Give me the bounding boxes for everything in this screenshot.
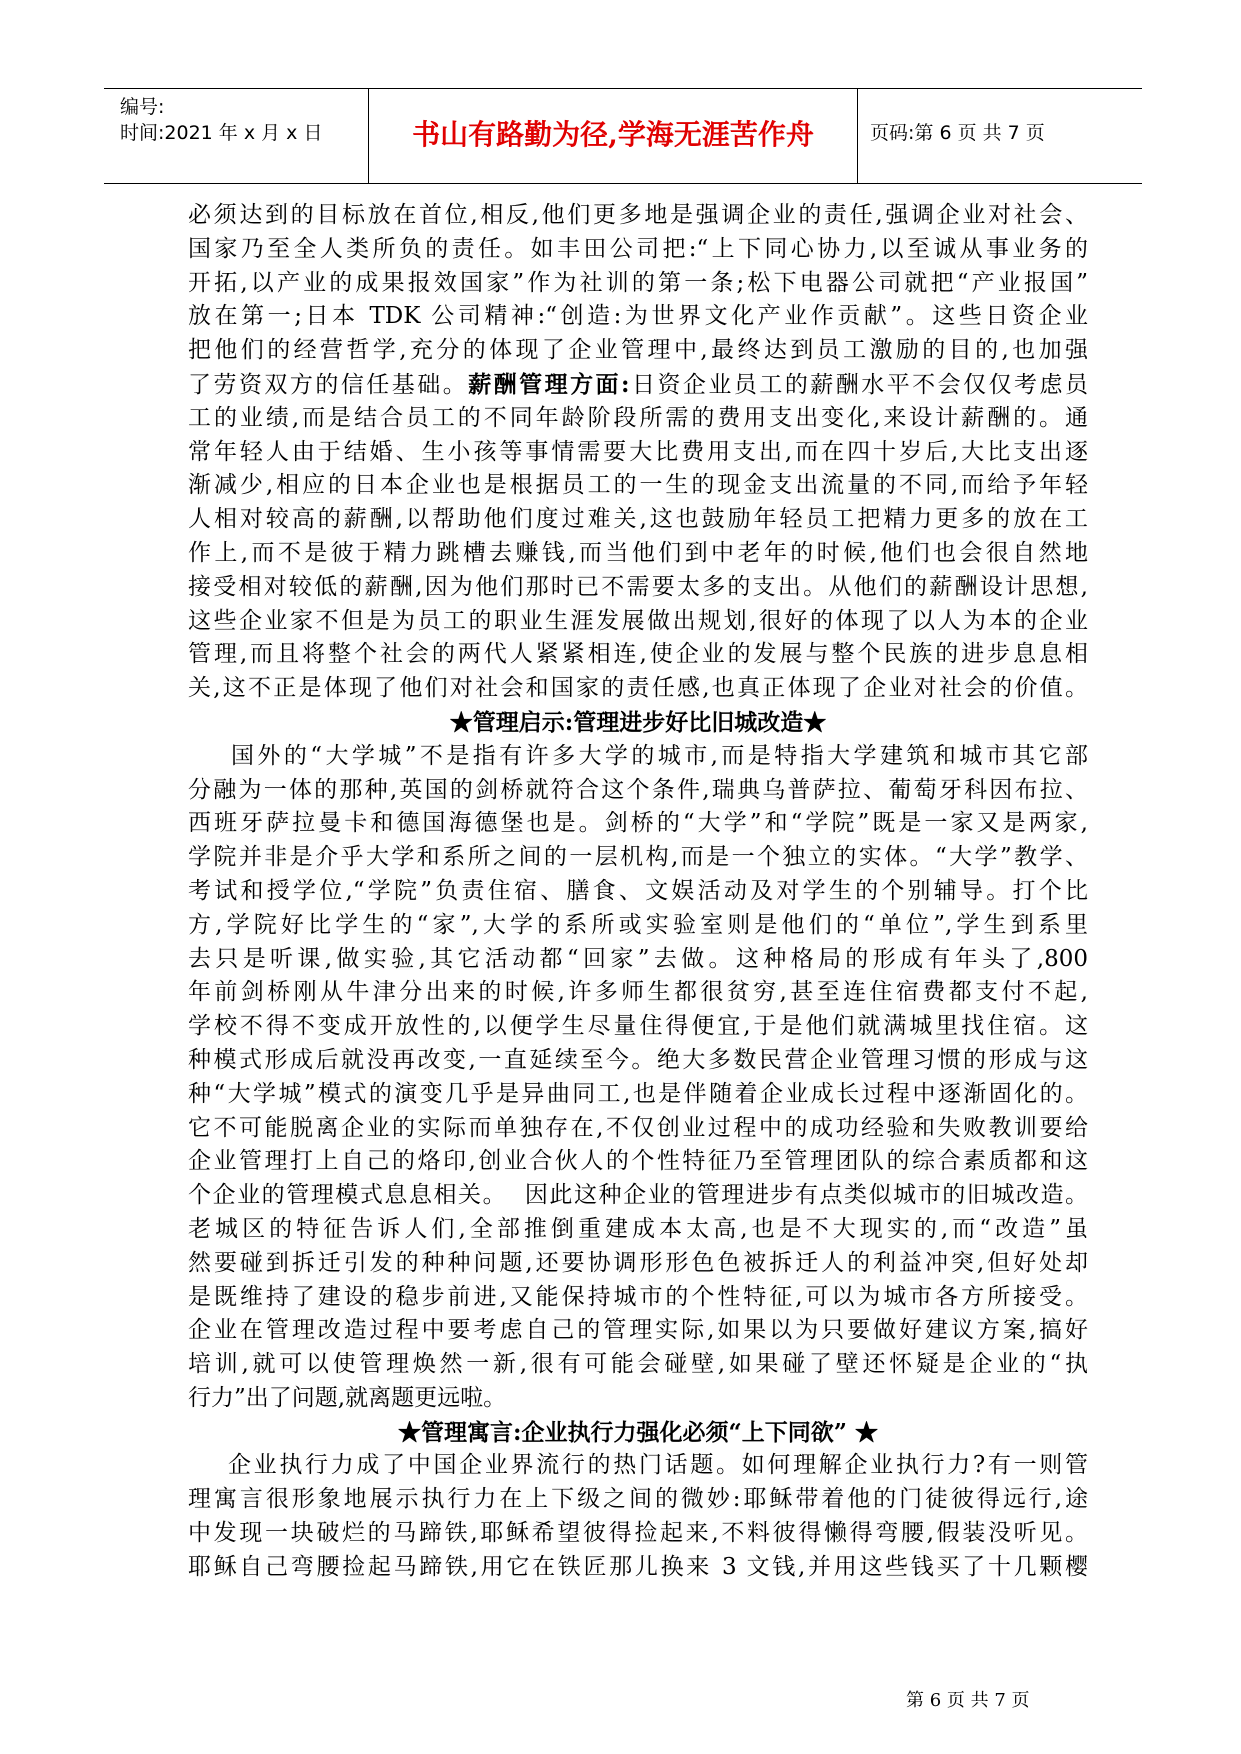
page-header bbox=[104, 88, 1142, 184]
text-line: 开拓,以产业的成果报效国家”作为社训的第一条;松下电器公司就把“产业报国” bbox=[188, 269, 1088, 296]
text-line: 理寓言很形象地展示执行力在上下级之间的微妙:耶稣带着他的门徒彼得远行,途 bbox=[188, 1486, 1088, 1513]
text-line: 耶稣自己弯腰捡起马蹄铁,用它在铁匠那儿换来 3 文钱,并用这些钱买了十几颗樱 bbox=[188, 1553, 1088, 1580]
text-line: 种模式形成后就没再改变,一直延续至今。绝大多数民营企业管理习惯的形成与这 bbox=[188, 1046, 1088, 1073]
text-line: 国家乃至全人类所负的责任。如丰田公司把:“上下同心协力,以至诚从事业务的 bbox=[188, 235, 1088, 262]
header-motto: 书山有路勤为径,学海无涯苦作舟 bbox=[412, 118, 814, 151]
header-page-number: 页码:第 6 页 共 7 页 bbox=[870, 122, 1045, 144]
text-line: 接受相对较低的薪酬,因为他们那时已不需要太多的支出。从他们的薪酬设计思想, bbox=[188, 573, 1088, 600]
text-line: 放在第一;日本 TDK 公司精神:“创造:为世界文化产业作贡献”。这些日资企业 bbox=[188, 303, 1088, 330]
text-line: 作上,而不是彼于精力跳槽去赚钱,而当他们到中老年的时候,他们也会很自然地 bbox=[188, 539, 1088, 566]
text-line: 渐减少,相应的日本企业也是根据员工的一生的现金支出流量的不同,而给予年轻 bbox=[188, 472, 1088, 499]
text-line: 老城区的特征告诉人们,全部推倒重建成本太高,也是不大现实的,而“改造”虽 bbox=[188, 1215, 1088, 1242]
salary-management-label: 薪酬管理方面: bbox=[468, 370, 630, 398]
text-line: 方,学院好比学生的“家”,大学的系所或实验室则是他们的“单位”,学生到系里 bbox=[188, 911, 1088, 938]
text-line: 个企业的管理模式息息相关。 因此这种企业的管理进步有点类似城市的旧城改造。 bbox=[188, 1182, 1088, 1209]
text-line: 必须达到的目标放在首位,相反,他们更多地是强调企业的责任,强调企业对社会、 bbox=[188, 202, 1088, 228]
text-line: 企业管理打上自己的烙印,创业合伙人的个性特征乃至管理团队的综合素质都和这 bbox=[188, 1148, 1088, 1175]
header-page-cell bbox=[858, 89, 1142, 183]
text-line: 西班牙萨拉曼卡和德国海德堡也是。剑桥的“大学”和“学院”既是一家又是两家, bbox=[188, 810, 1088, 837]
header-info-cell bbox=[104, 89, 369, 183]
text-line: 中发现一块破烂的马蹄铁,耶稣希望彼得捡起来,不料彼得懒得弯腰,假装没听见。 bbox=[188, 1520, 1088, 1547]
text-line: 学校不得不变成开放性的,以便学生尽量住得便宜,于是他们就满城里找住宿。这 bbox=[188, 1013, 1088, 1040]
page-footer: 第 6 页 共 7 页 bbox=[906, 1690, 1030, 1711]
text-line: 把他们的经营哲学,充分的体现了企业管理中,最终达到员工激励的目的,也加强 bbox=[188, 337, 1088, 364]
section-heading-2: ★管理寓言:企业执行力强化必须“上下同欲” ★ bbox=[398, 1418, 878, 1446]
text-line: 国外的“大学城”不是指有许多大学的城市,而是特指大学建筑和城市其它部 bbox=[188, 742, 1088, 769]
text-line: 企业执行力成了中国企业界流行的热门话题。如何理解企业执行力?有一则管 bbox=[188, 1452, 1088, 1479]
text-line: 人相对较高的薪酬,以帮助他们度过难关,这也鼓励年轻员工把精力更多的放在工 bbox=[188, 506, 1088, 533]
text-line: 常年轻人由于结婚、生小孩等事情需要大比费用支出,而在四十岁后,大比支出逐 bbox=[188, 438, 1088, 465]
text-line: 管理,而且将整个社会的两代人紧紧相连,使企业的发展与整个民族的进步息息相 bbox=[188, 641, 1088, 668]
text-line: 然要碰到拆迁引发的种种问题,还要协调形形色色被拆迁人的利益冲突,但好处却 bbox=[188, 1249, 1088, 1276]
text-line: 这些企业家不但是为员工的职业生涯发展做出规划,很好的体现了以人为本的企业 bbox=[188, 607, 1088, 634]
text-line: 它不可能脱离企业的实际而单独存在,不仅创业过程中的成功经验和失败教训要给 bbox=[188, 1114, 1088, 1141]
text-line: 去只是听课,做实验,其它活动都“回家”去做。这种格局的形成有年头了,800 bbox=[188, 945, 1088, 972]
section-heading-1: ★管理启示:管理进步好比旧城改造★ bbox=[449, 708, 827, 736]
text-line: 分融为一体的那种,英国的剑桥就符合这个条件,瑞典乌普萨拉、葡萄牙科因布拉、 bbox=[188, 776, 1088, 803]
text-line: 工的业绩,而是结合员工的不同年龄阶段所需的费用支出变化,来设计薪酬的。通 bbox=[188, 404, 1088, 431]
text-fragment: 日资企业员工的薪酬水平不会仅仅考虑员 bbox=[629, 371, 1089, 398]
text-line: 企业在管理改造过程中要考虑自己的管理实际,如果以为只要做好建议方案,搞好 bbox=[188, 1317, 1088, 1344]
text-line: 年前剑桥刚从牛津分出来的时候,许多师生都很贫穷,甚至连住宿费都支付不起, bbox=[188, 979, 1088, 1006]
document-time-label: 时间:2021 年 x 月 x 日 bbox=[120, 122, 323, 144]
body-text bbox=[188, 199, 1088, 1585]
text-line: 种“大学城”模式的演变几乎是异曲同工,也是伴随着企业成长过程中逐渐固化的。 bbox=[188, 1080, 1088, 1107]
header-motto-cell bbox=[369, 89, 858, 183]
text-fragment: 了劳资双方的信任基础。 bbox=[188, 371, 469, 398]
text-line: 学院并非是介乎大学和系所之间的一层机构,而是一个独立的实体。“大学”教学、 bbox=[188, 844, 1088, 871]
document-number-label: 编号: bbox=[120, 96, 165, 118]
text-line: 是既维持了建设的稳步前进,又能保持城市的个性特征,可以为城市各方所接受。 bbox=[188, 1283, 1088, 1310]
text-line: 培训,就可以使管理焕然一新,很有可能会碰壁,如果碰了壁还怀疑是企业的“执 bbox=[188, 1351, 1088, 1378]
text-line: 考试和授学位,“学院”负责住宿、膳食、文娱活动及对学生的个别辅导。打个比 bbox=[188, 877, 1088, 904]
text-line-with-bold bbox=[188, 368, 1088, 402]
text-line: 行力”出了问题,就离题更远啦。 bbox=[188, 1384, 507, 1411]
text-line: 关,这不正是体现了他们对社会和国家的责任感,也真正体现了企业对社会的价值。 bbox=[188, 675, 1088, 702]
